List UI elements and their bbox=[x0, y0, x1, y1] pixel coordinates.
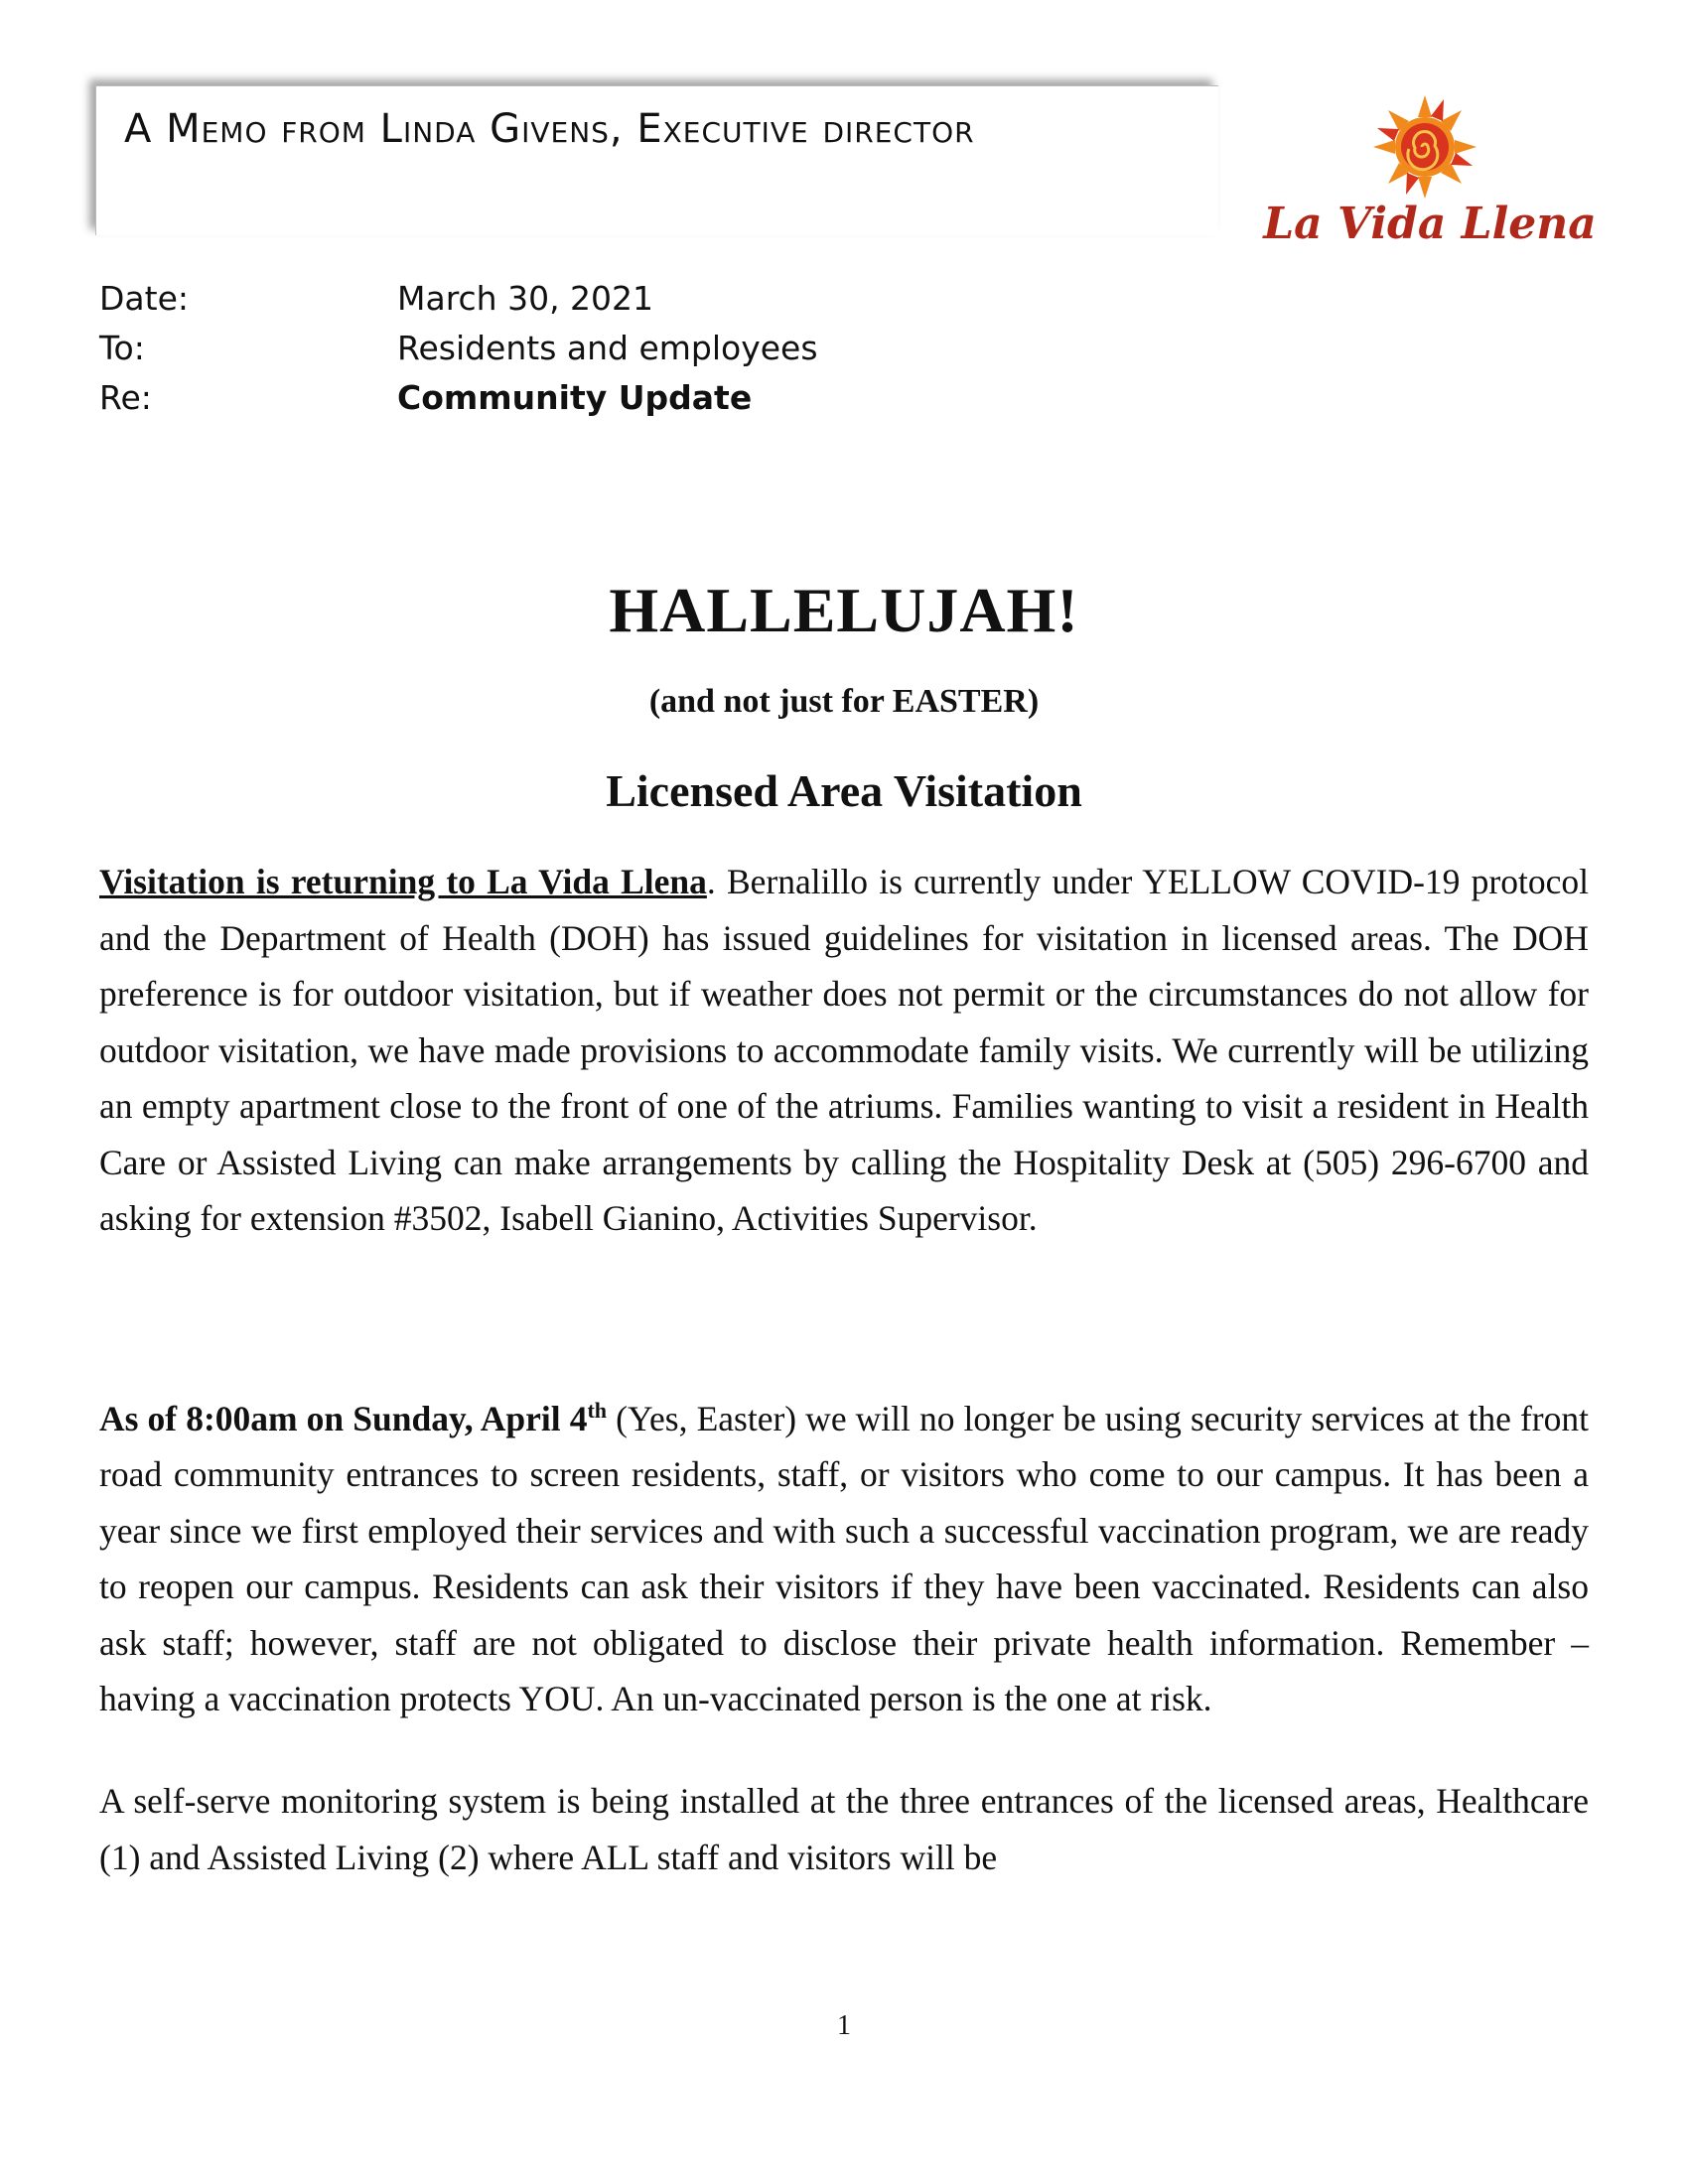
re-row bbox=[99, 373, 818, 423]
paragraph-security-body: (Yes, Easter) we will no longer be using security services at the front road community entrances to screen residents, staff, or visitors who come to our campus. It has been a year since we first employed their services and with such a successful vaccination program, we are ready to reopen our campus. Residents can ask their visitors if they have been vaccinated. Residents can also ask staff; however, staff are not obligated to disclose their private health information. Remember – having a vaccination protects YOU. An un-vaccinated person is the one at risk. bbox=[99, 1398, 1589, 1719]
la-vida-llena-logo bbox=[1263, 89, 1597, 258]
memo-meta bbox=[99, 274, 818, 423]
date-label: Date: bbox=[99, 279, 189, 318]
page-subtitle: (and not just for EASTER) bbox=[648, 683, 1040, 720]
paragraph-visitation-body: . Bernalillo is currently under YELLOW COVID-19 protocol and the Department of Health (DOH) has issued guidelines for visitation in licensed areas. The DOH preference is for outdoor visitation, but if weather does not permit or the circumstances do not allow for outdoor visitation, we have made provisions to accommodate family visits. We currently will be utilizing an empty apartment close to the front of one of the atriums. Families wanting to visit a resident in Health Care or Assisted Living can make arrangements by calling the Hospitality Desk at (505) 296-6700 and asking for extension #3502, Isabell Gianino, Activities Supervisor. bbox=[99, 862, 1589, 1238]
paragraph-security-lead-sup: th bbox=[587, 1398, 608, 1423]
paragraph-monitoring: A self-serve monitoring system is being installed at the three entrances of the licensed areas, Healthcare (1) and Assisted Living (2) where ALL staff and visitors will be bbox=[99, 1781, 1589, 1877]
paragraph-security bbox=[99, 1383, 1589, 1727]
to-label: To: bbox=[99, 329, 145, 367]
to-value: Residents and employees bbox=[397, 329, 818, 367]
section-heading: Licensed Area Visitation bbox=[606, 765, 1082, 816]
re-label: Re: bbox=[99, 378, 152, 417]
memo-header-title: A Memo from Linda Givens, Executive director bbox=[124, 106, 975, 152]
page-number: 1 bbox=[837, 2010, 851, 2041]
sun-logo-icon bbox=[1263, 89, 1597, 258]
to-row bbox=[99, 324, 818, 373]
paragraph-visitation-lead: Visitation is returning to La Vida Llena bbox=[99, 862, 707, 901]
memo-header-box bbox=[95, 85, 1218, 235]
paragraph-security-lead: As of 8:00am on Sunday, April 4 bbox=[99, 1398, 588, 1438]
page-title: HALLELUJAH! bbox=[609, 575, 1079, 645]
date-value: March 30, 2021 bbox=[397, 279, 654, 318]
paragraph-visitation bbox=[99, 854, 1589, 1247]
re-value: Community Update bbox=[397, 378, 753, 417]
date-row bbox=[99, 274, 818, 324]
logo-wordmark: La Vida Llena bbox=[1263, 199, 1597, 249]
